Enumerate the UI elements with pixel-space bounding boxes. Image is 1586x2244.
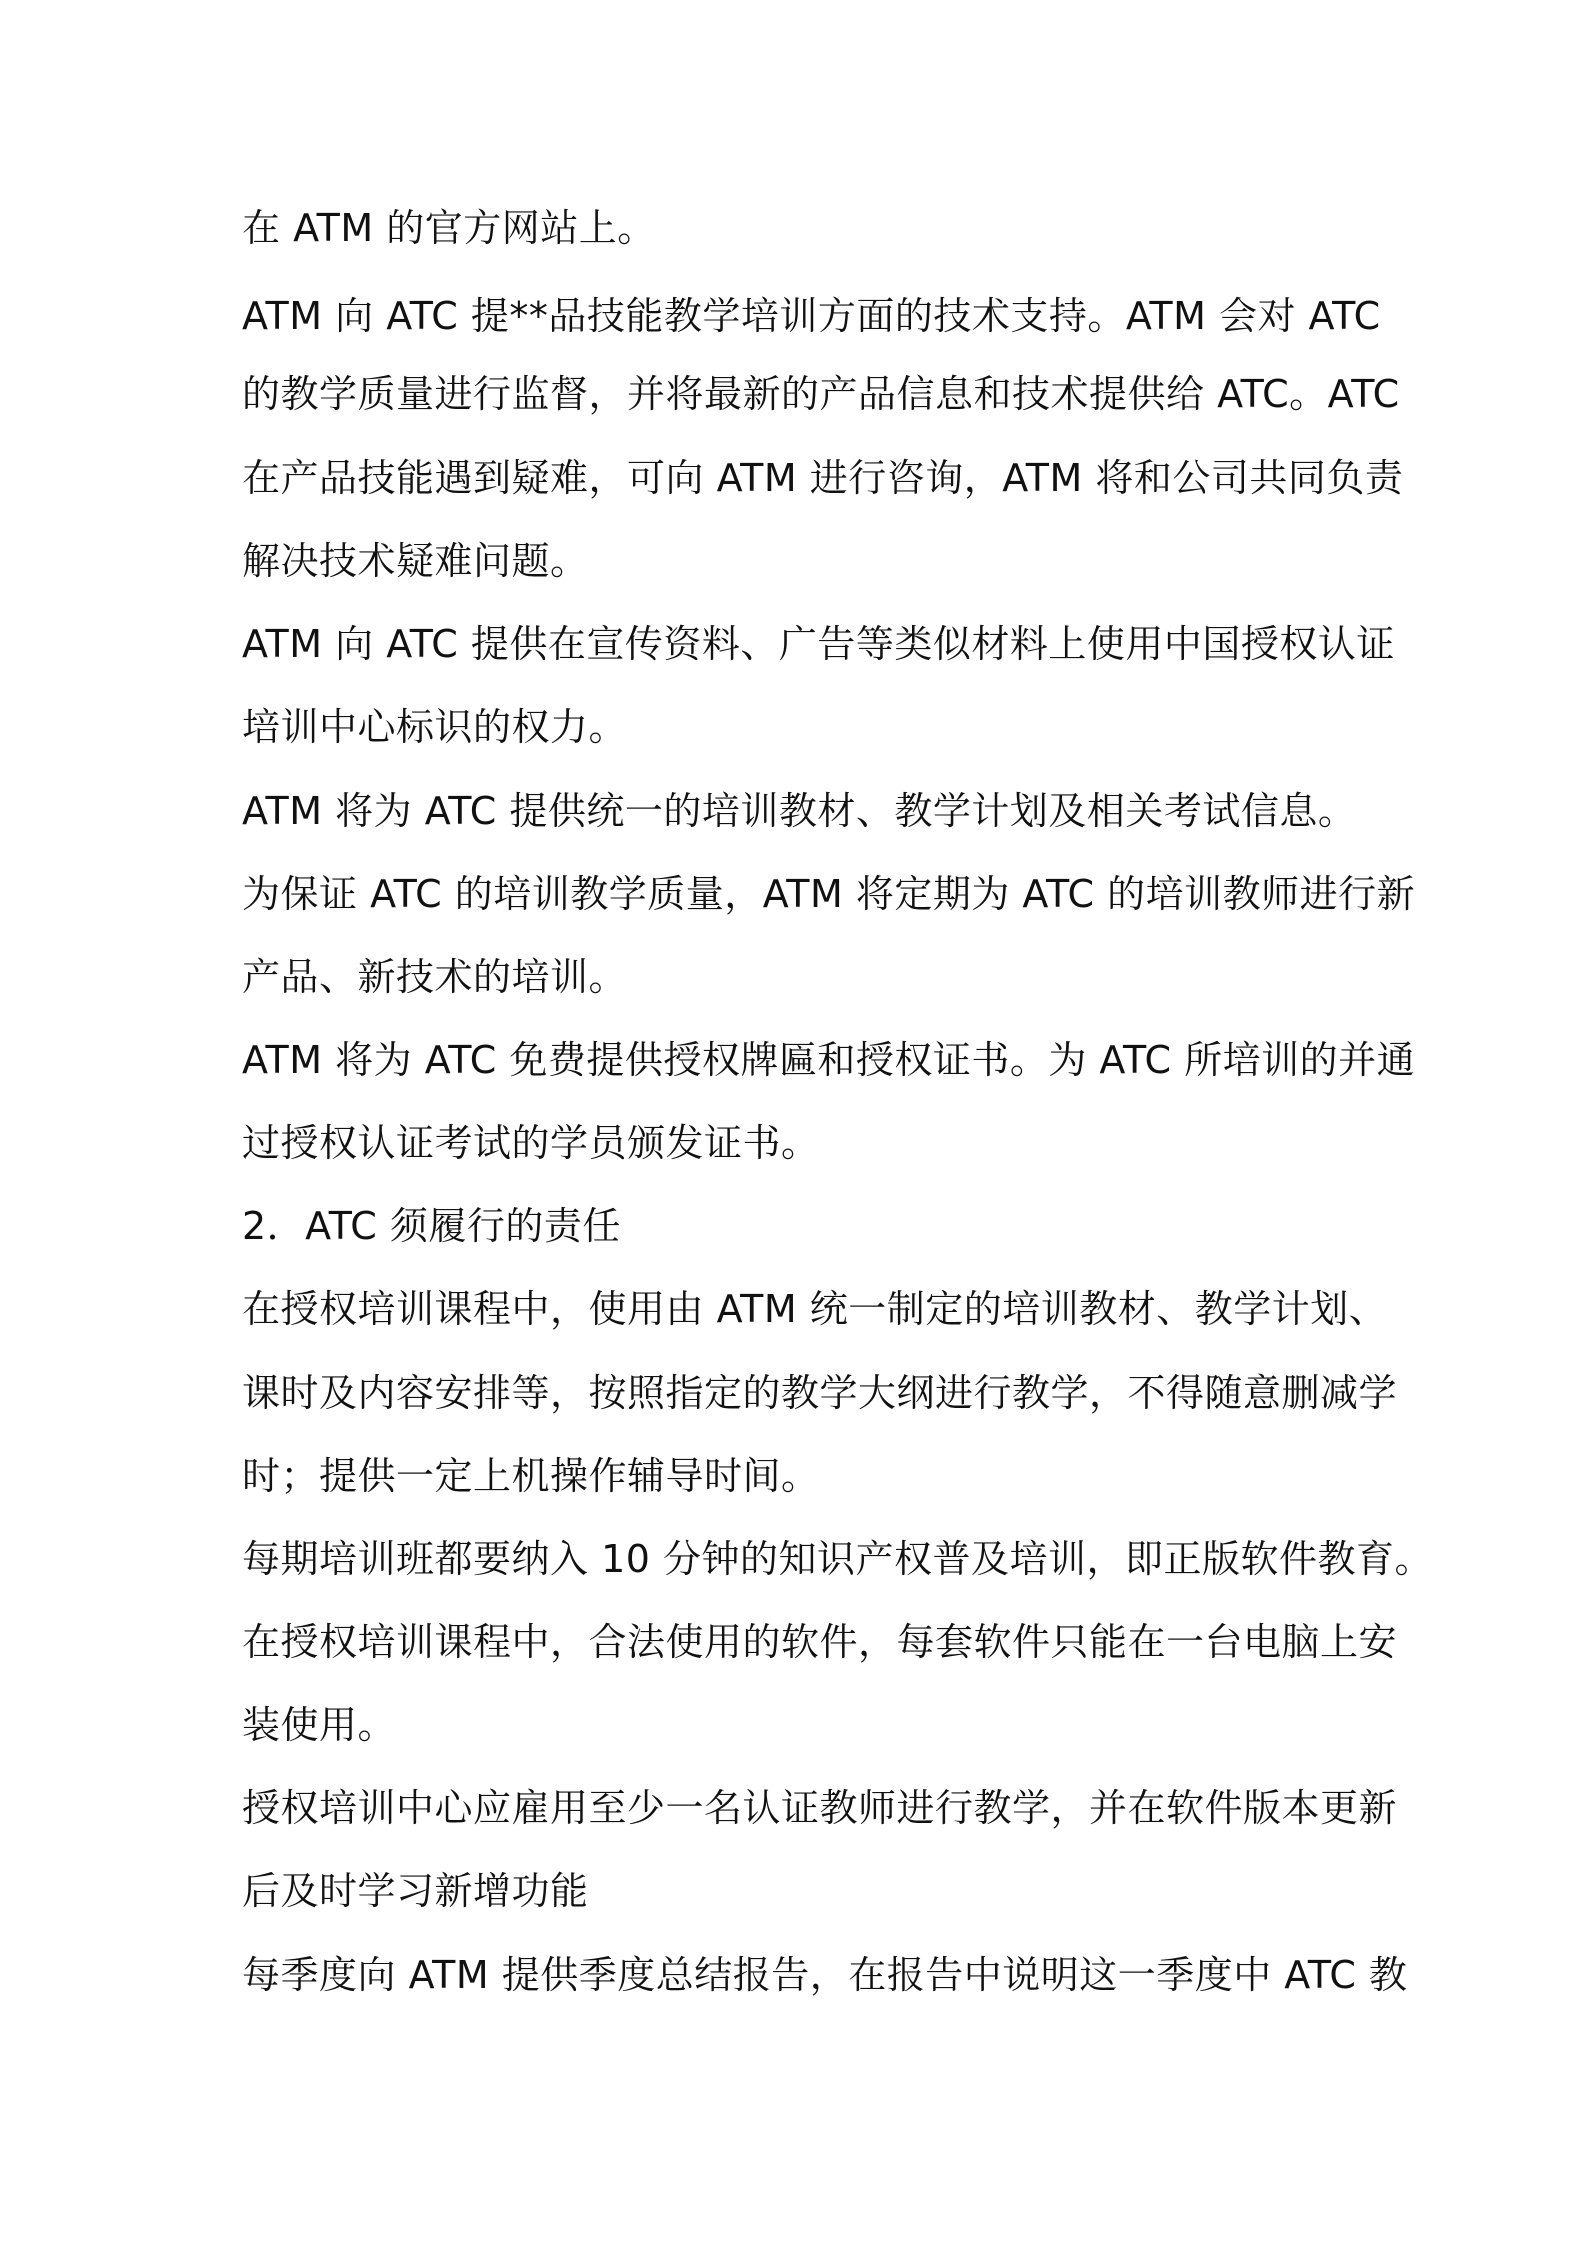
text-line: 授权培训中心应雇用至少一名认证教师进行教学，并在软件版本更新: [242, 1786, 1398, 1830]
text-line: 在授权培训课程中，合法使用的软件，每套软件只能在一台电脑上安: [242, 1620, 1398, 1664]
text-line: 课时及内容安排等，按照指定的教学大纲进行教学，不得随意删减学: [242, 1371, 1398, 1415]
text-line: 在产品技能遇到疑难，可向 ATM 进行咨询，ATM 将和公司共同负责: [242, 456, 1404, 500]
text-line: 每季度向 ATM 提供季度总结报告，在报告中说明这一季度中 ATC 教: [242, 1953, 1408, 1997]
text-line: ATM 将为 ATC 提供统一的培训教材、教学计划及相关考试信息。: [242, 789, 1357, 833]
text-line: ATM 向 ATC 提供在宣传资料、广告等类似材料上使用中国授权认证: [242, 622, 1395, 666]
text-line: 过授权认证考试的学员颁发证书。: [242, 1121, 820, 1165]
text-line: 的教学质量进行监督，并将最新的产品信息和技术提供给 ATC。ATC: [242, 372, 1400, 416]
text-line: 时；提供一定上机操作辅导时间。: [242, 1454, 820, 1498]
text-line: ATM 将为 ATC 免费提供授权牌匾和授权证书。为 ATC 所培训的并通: [242, 1038, 1416, 1082]
text-line: 在授权培训课程中，使用由 ATM 统一制定的培训教材、教学计划、: [242, 1287, 1388, 1331]
section-heading: 2．ATC 须履行的责任: [242, 1204, 621, 1248]
text-line: 在 ATM 的官方网站上。: [242, 206, 656, 250]
text-line: 装使用。: [242, 1703, 397, 1747]
text-line: 后及时学习新增功能: [242, 1869, 589, 1913]
text-line: ATM 向 ATC 提**品技能教学培训方面的技术支持。ATM 会对 ATC: [242, 294, 1381, 338]
text-line: 每期培训班都要纳入 10 分钟的知识产权普及培训，即正版软件教育。: [242, 1537, 1434, 1581]
text-line: 解决技术疑难问题。: [242, 539, 589, 583]
text-line: 产品、新技术的培训。: [242, 955, 628, 999]
text-line: 培训中心标识的权力。: [242, 705, 628, 749]
text-line: 为保证 ATC 的培训教学质量，ATM 将定期为 ATC 的培训教师进行新: [242, 872, 1416, 916]
